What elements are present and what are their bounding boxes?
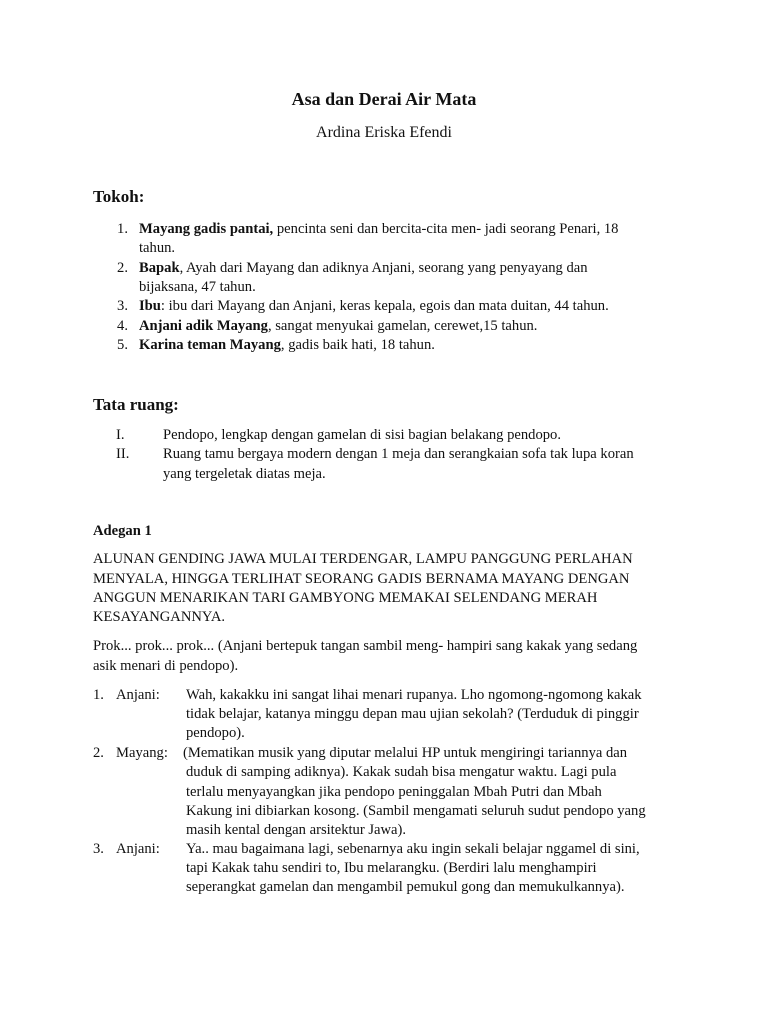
character-name: Karina teman Mayang [139, 337, 281, 353]
character-name: Mayang gadis pantai, [139, 221, 274, 237]
dialogue-line: duduk di samping adiknya). Kakak sudah bisa mengatur waktu. Lagi pula [186, 764, 617, 780]
dialogue-line: Kakung ini dibiarkan kosong. (Sambil mengamati seluruh sudut pendopo yang [186, 803, 646, 819]
tokoh-item-1 [139, 221, 618, 238]
dialogue-line: tapi Kakak tahu sendiri to, Ibu melarangku. (Berdiri lalu menghampiri [186, 860, 597, 876]
stage-direction-line: KESAYANGANNYA. [93, 609, 226, 625]
dialogue-line: seperangkat gamelan dan mengambil pemukul gong dan memukulkannya). [186, 879, 625, 895]
tata-ruang-item-2-number: II. [116, 446, 130, 462]
narration-line: asik menari di pendopo). [93, 658, 239, 674]
character-description: , sangat menyukai gamelan, cerewet,15 tahun. [267, 318, 538, 334]
dialogue-line: Wah, kakakku ini sangat lihai menari rupanya. Lho ngomong-ngomong kakak [186, 687, 642, 703]
tokoh-item-1-number: 1. [117, 221, 128, 237]
tokoh-item-3-number: 3. [117, 298, 128, 314]
document-title: Asa dan Derai Air Mata [291, 89, 477, 109]
tokoh-item-2-number: 2. [117, 260, 128, 276]
stage-direction-line: MENYALA, HINGGA TERLIHAT SEORANG GADIS BERNAMA MAYANG DENGAN [93, 571, 630, 587]
dialogue-line: tidak belajar, katanya minggu depan mau ujian sekolah? (Terduduk di pinggir [186, 706, 639, 722]
dialogue-line: (Mematikan musik yang diputar melalui HP untuk mengiringi tariannya dan [183, 745, 628, 761]
tata-ruang-item-2-cont: yang tergeletak diatas meja. [163, 466, 326, 482]
stage-direction-line: ANGGUN MENARIKAN TARI GAMBYONG MEMAKAI SELENDANG MERAH [93, 590, 598, 606]
adegan-heading: Adegan 1 [93, 523, 152, 539]
tata-ruang-item-2: Ruang tamu bergaya modern dengan 1 meja dan serangkaian sofa tak lupa koran [163, 446, 634, 462]
dialogue-2-number: 2. [93, 745, 104, 761]
tokoh-item-5 [139, 337, 435, 354]
character-description: : ibu dari Mayang dan Anjani, keras kepala, egois dan mata duitan, 44 tahun. [160, 298, 609, 314]
dialogue-2-speaker: Mayang: [116, 745, 168, 761]
tokoh-item-1-cont: tahun. [139, 240, 176, 256]
character-description: pencinta seni dan bercita-cita men- jadi seorang Penari, 18 [273, 221, 619, 237]
character-name: Ibu [139, 298, 161, 314]
dialogue-line: Ya.. mau bagaimana lagi, sebenarnya aku ingin sekali belajar nggamel di sini, [186, 841, 640, 857]
narration-line: Prok... prok... prok... (Anjani bertepuk tangan sambil meng- hampiri sang kakak yang sedang [93, 638, 638, 654]
dialogue-1-number: 1. [93, 687, 104, 703]
document-author: Ardina Eriska Efendi [316, 124, 452, 141]
dialogue-line: pendopo). [186, 725, 245, 741]
tokoh-item-5-number: 5. [117, 337, 128, 353]
character-name: Anjani adik Mayang [139, 318, 268, 334]
character-description: , gadis baik hati, 18 tahun. [280, 337, 435, 353]
dialogue-3-speaker: Anjani: [116, 841, 160, 857]
tokoh-item-2-cont: bijaksana, 47 tahun. [139, 279, 256, 295]
tata-ruang-item-1: Pendopo, lengkap dengan gamelan di sisi bagian belakang pendopo. [163, 427, 561, 443]
character-name: Bapak [139, 260, 180, 276]
tokoh-item-4-number: 4. [117, 318, 128, 334]
dialogue-1-speaker: Anjani: [116, 687, 160, 703]
tokoh-item-4 [139, 318, 537, 335]
stage-direction-line: ALUNAN GENDING JAWA MULAI TERDENGAR, LAMPU PANGGUNG PERLAHAN [93, 551, 633, 567]
tokoh-item-2 [139, 260, 588, 277]
tokoh-item-3 [139, 298, 609, 315]
character-description: , Ayah dari Mayang dan adiknya Anjani, seorang yang penyayang dan [179, 260, 588, 276]
dialogue-line: terlalu menyayangkan jika pendopo peninggalan Mbah Putri dan Mbah [186, 784, 602, 800]
tata-ruang-heading: Tata ruang: [93, 395, 179, 414]
tata-ruang-item-1-number: I. [116, 427, 125, 443]
tokoh-heading: Tokoh: [93, 187, 145, 206]
dialogue-line: masih kental dengan arsitektur Jawa). [186, 822, 407, 838]
dialogue-3-number: 3. [93, 841, 104, 857]
